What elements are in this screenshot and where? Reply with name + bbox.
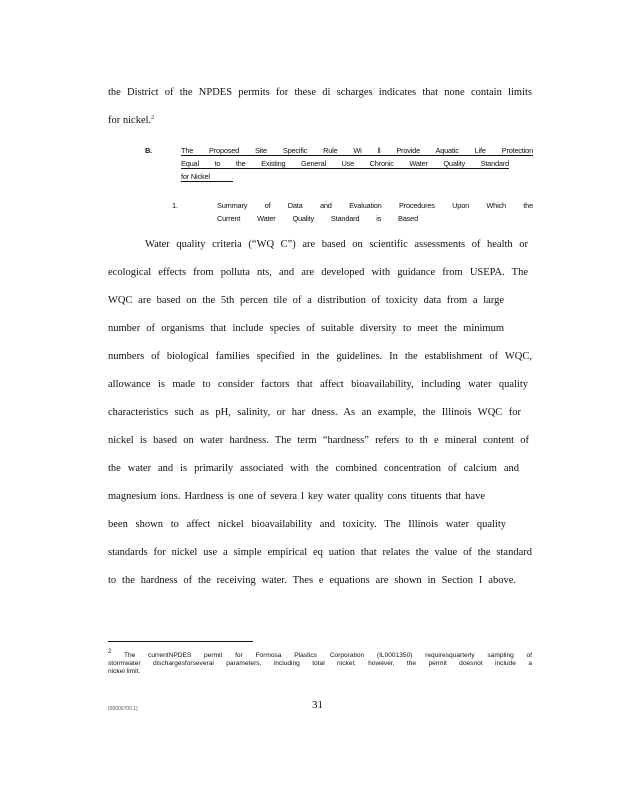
footnote-ref: 2 bbox=[151, 115, 155, 121]
paragraph-line-5: numbers of biological families specified in the guidelines. In the establishment of WQC, bbox=[108, 351, 532, 362]
heading-b-letter: B. bbox=[145, 146, 152, 155]
paragraph-line-4: number of organisms that include species of suitable diversity to meet the minimum bbox=[108, 323, 504, 334]
body-line-2-text: for nickel. bbox=[108, 115, 152, 126]
paragraph-line-2: ecological effects from polluta nts, and are developed with guidance from USEPA. The bbox=[108, 267, 528, 278]
paragraph-line-8: nickel is based on water hardness. The term “hardness” refers to th e mineral content of bbox=[108, 435, 529, 446]
paragraph-line-9: the water and is primarily associated with the combined concentration of calcium and bbox=[108, 463, 519, 474]
footnote-line-1 bbox=[108, 649, 532, 659]
footnote-line-2: stormwater dischargesforseveral parameters, including total nickel; however, the permit doesnot include a bbox=[108, 660, 532, 667]
document-id: {00000700.1} bbox=[108, 706, 138, 712]
paragraph-line-6: allowance is made to consider factors that affect bioavailability, including water quality bbox=[108, 379, 528, 390]
footnote-number: 2 bbox=[108, 649, 112, 655]
heading-b-line-1: The Proposed Site Specific Rule Wi ll Provide Aquatic Life Protection bbox=[181, 146, 533, 155]
footnote-line-3: nickel limit. bbox=[108, 668, 141, 675]
paragraph-line-13: to the hardness of the receiving water. Thes e equations are shown in Section I above. bbox=[108, 575, 516, 586]
paragraph-line-11: been shown to affect nickel bioavailability and toxicity. The Illinois water quality bbox=[108, 519, 506, 530]
paragraph-line-12: standards for nickel use a simple empirical eq uation that relates the value of the standard bbox=[108, 547, 532, 558]
heading-b-line-2: Equal to the Existing General Use Chronic Water Quality Standard bbox=[181, 159, 509, 168]
footnote-separator bbox=[108, 641, 253, 642]
paragraph-line-10: magnesium ions. Hardness is one of severa l key water quality cons tituents that have bbox=[108, 491, 485, 502]
footnote-line-1-text: The currentNPDES permit for Formosa Plastics Corporation (IL0001350) requiresquarterly sampling of bbox=[123, 652, 533, 659]
heading-1-line-1: Summary of Data and Evaluation Procedures Upon Which the bbox=[217, 201, 533, 210]
heading-b-line-3: for Nickel bbox=[181, 172, 233, 182]
paragraph-line-1: Water quality criteria (“WQ C”) are based on scientific assessments of health or bbox=[145, 239, 528, 250]
heading-1-line-2: Current Water Quality Standard is Based bbox=[217, 214, 418, 223]
body-line-2 bbox=[108, 115, 154, 126]
paragraph-line-3: WQC are based on the 5th percen tile of a distribution of toxicity data from a large bbox=[108, 295, 504, 306]
paragraph-line-7: characteristics such as pH, salinity, or har dness. As an example, the Illinois WQC for bbox=[108, 407, 521, 418]
page-number: 31 bbox=[312, 699, 323, 711]
footnote bbox=[108, 649, 532, 675]
body-line-1: the District of the NPDES permits for these di scharges indicates that none contain limits bbox=[108, 87, 532, 98]
heading-1-number: 1. bbox=[172, 201, 178, 210]
